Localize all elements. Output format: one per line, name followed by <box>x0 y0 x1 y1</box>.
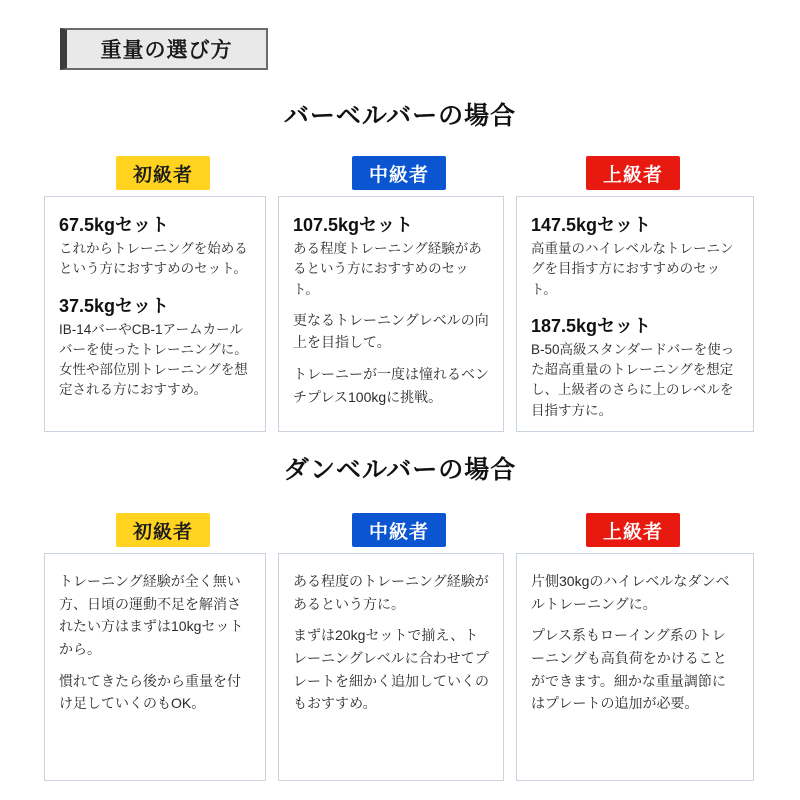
badge-advanced-dumbbell: 上級者 <box>586 513 680 547</box>
badge-intermediate-barbell: 中級者 <box>352 156 446 190</box>
card-heading: 147.5kgセット <box>531 215 652 235</box>
header-tab <box>60 28 268 70</box>
card-body: 高重量のハイレベルなトレーニングを目指す方におすすめのセット。 <box>531 241 734 297</box>
card-dumbbell-beginner <box>44 553 266 781</box>
badge-beginner-barbell: 初級者 <box>116 156 210 190</box>
card-barbell-intermediate <box>278 196 504 432</box>
dumbbell-section-title: ダンベルバーの場合 <box>283 456 517 484</box>
card-heading: 107.5kgセット <box>293 215 414 235</box>
dumbbell-level-badges <box>0 513 800 549</box>
card-body-tertiary: トレーニーが一度は憧れるベンチプレス100kgに挑戦。 <box>293 366 489 405</box>
card-dumbbell-intermediate <box>278 553 504 781</box>
card-body-secondary: IB-14バーやCB-1アームカールバーを使ったトレーニングに。女性や部位別トレーニングを想定される方におすすめ。 <box>59 321 248 398</box>
card-body-secondary: まずは20kgセットで揃え、トレーニングレベルに合わせてプレートを細かく追加していくのもおすすめ。 <box>293 627 489 712</box>
card-body-secondary: プレス系もローイング系のトレーニングも高負荷をかけることができます。細かな重量調節にはプレートの追加が必要。 <box>531 627 727 712</box>
page-title: 重量の選び方 <box>100 39 233 62</box>
barbell-section-title: バーベルバーの場合 <box>283 102 517 130</box>
card-body: トレーニング経験が全く無い方、日頃の運動不足を解消されたい方はまずは10kgセットから。 <box>59 573 244 658</box>
card-barbell-beginner <box>44 196 266 432</box>
card-body: 片側30kgのハイレベルなダンベルトレーニングに。 <box>531 573 730 612</box>
badge-advanced-barbell: 上級者 <box>586 156 680 190</box>
card-body: ある程度トレーニング経験があるという方におすすめのセット。 <box>293 241 482 297</box>
card-heading: 67.5kgセット <box>59 215 170 235</box>
card-body-secondary: B-50高級スタンダードバーを使った超高重量のトレーニングを想定し、上級者のさらに上のレベルを目指す方に。 <box>531 341 735 418</box>
card-barbell-advanced <box>516 196 754 432</box>
card-heading-secondary: 187.5kgセット <box>531 315 652 336</box>
card-heading-secondary: 37.5kgセット <box>59 295 170 316</box>
card-body-secondary: 更なるトレーニングレベルの向上を目指して。 <box>293 311 489 351</box>
card-body: これからトレーニングを始めるという方におすすめのセット。 <box>59 241 248 277</box>
badge-intermediate-dumbbell: 中級者 <box>352 513 446 547</box>
barbell-level-badges <box>0 156 800 192</box>
card-dumbbell-advanced <box>516 553 754 781</box>
badge-beginner-dumbbell: 初級者 <box>116 513 210 547</box>
card-body: ある程度のトレーニング経験があるという方に。 <box>293 573 489 612</box>
card-body-secondary: 慣れてきたら後から重量を付け足していくのもOK。 <box>59 672 241 712</box>
